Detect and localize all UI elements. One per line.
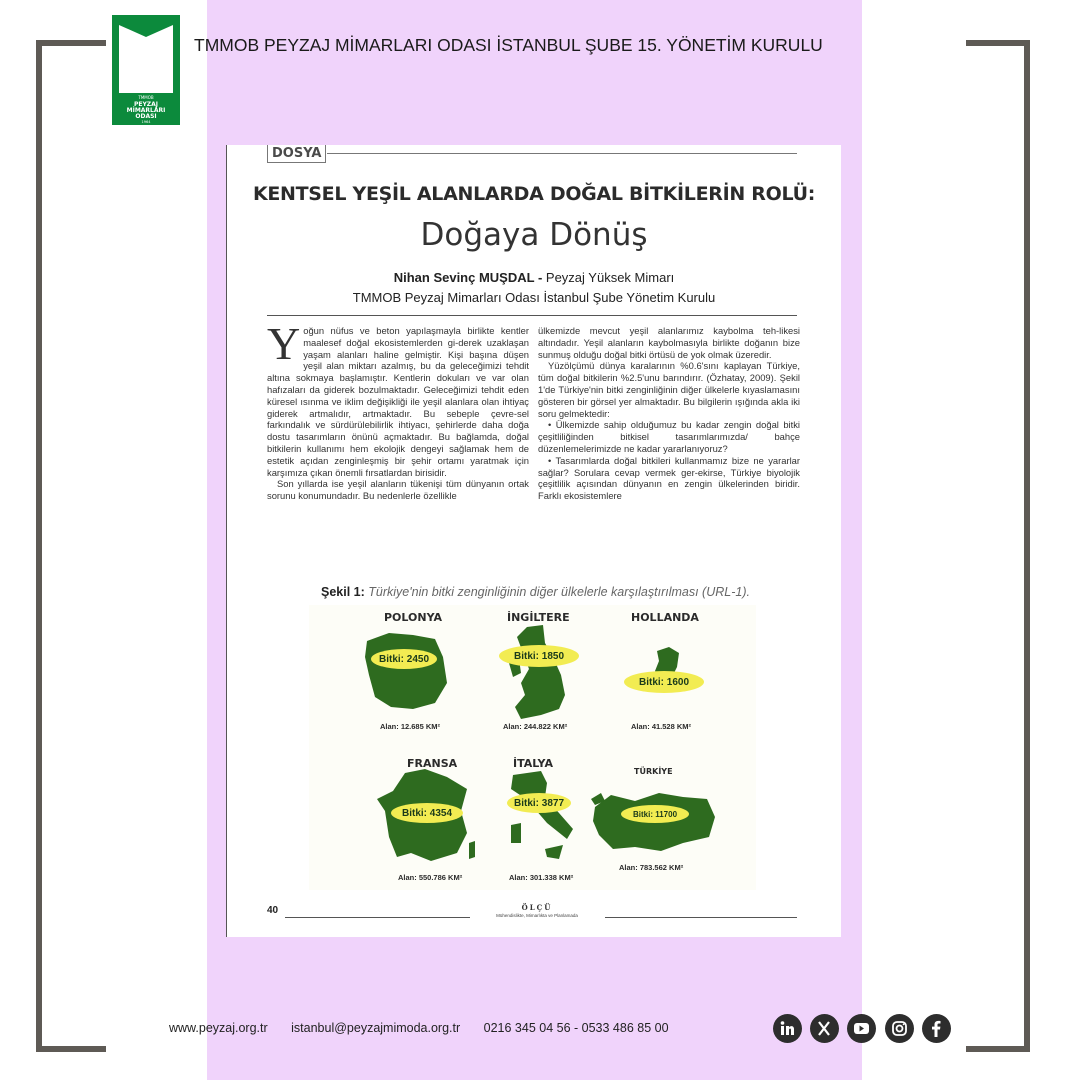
country-name-italya: İTALYA <box>513 757 553 770</box>
instagram-icon[interactable] <box>885 1014 914 1043</box>
frame-bracket-left <box>36 40 106 1052</box>
country-name-turkiye: TÜRKİYE <box>634 767 673 776</box>
badge-ingiltere: Bitki: 1850 <box>499 645 579 667</box>
x-icon[interactable] <box>810 1014 839 1043</box>
logo-line1: TMMOB <box>138 95 154 100</box>
badge-fransa: Bitki: 4354 <box>391 803 463 823</box>
area-fransa: Alan: 550.786 KM² <box>398 873 463 882</box>
contact-bar <box>169 1021 689 1035</box>
country-name-fransa: FRANSA <box>407 757 458 770</box>
page-number: 40 <box>267 905 279 916</box>
paragraph <box>267 318 529 478</box>
badge-italya: Bitki: 3877 <box>507 793 571 813</box>
magazine-page <box>226 145 841 937</box>
logo-line4: ODASI <box>135 113 157 120</box>
organization-title: TMMOB PEYZAJ MİMARLARI ODASI İSTANBUL ŞUBE 15. YÖNETİM KURULU <box>194 35 823 55</box>
logo-line2: PEYZAJ <box>133 101 159 108</box>
facebook-icon[interactable] <box>922 1014 951 1043</box>
figure-caption-text: Türkiye'nin bitki zenginliğinin diğer ülkelerle karşılaştırılması (URL-1). <box>368 585 750 599</box>
section-tag: DOSYA <box>267 145 326 163</box>
frame-bracket-right <box>966 40 1030 1052</box>
email-link[interactable]: istanbul@peyzajmimoda.org.tr <box>291 1021 461 1035</box>
figure-label: Şekil 1: <box>321 585 365 599</box>
footer-rule-right <box>605 917 797 918</box>
badge-turkiye: Bitki: 11700 <box>621 805 689 823</box>
logo-line3: MİMARLARI <box>126 107 166 114</box>
header-rule <box>267 315 797 316</box>
magazine-tagline: Mühendislikte, Mimarlıkta ve Planlamada <box>496 913 578 918</box>
area-italya: Alan: 301.338 KM² <box>509 873 574 882</box>
bullet-paragraph: • Tasarımlarda doğal bitkileri kullanmamız bize ne yararlar sağlar? Sorulara cevap vermek ger-ekirse, Türkiye biyolojik çeşitlilik açısından dünyanın en zengin ülkelerinden biridir. Farklı ekosistemlere <box>538 454 800 502</box>
country-comparison-figure <box>309 605 756 890</box>
author-line <box>227 270 841 285</box>
author-name: Nihan Sevinç MUŞDAL - <box>393 270 543 285</box>
country-name-polonya: POLONYA <box>384 611 443 624</box>
paragraph-text: oğun nüfus ve beton yapılaşmayla birlikte kentler maalesef doğal ekosistemlerden gi-derek uzaklaşan yaşam alanları haline gelmiştir. Kişi başına düşen yeşil alan miktarı azalmış, bu da geleceğimizi tehdit altına sokmaya başlamıştır. Kentlerin dokuları ve var olan hafızaları da giderek bozulmaktadır. Geleceğimizi tehdit eden küresel ısınma ve iklim değişikliği ile yeşil alanlara olan ihtiyaç giderek artmalıdır, artmaktadır. Bu sebeple çevre-sel farkındalık ve sürdürülebilirlik ihtiyacı, şehirlerde daha doğa dostu tasarımların önünü açmaktadır. Bu bağlamda, doğal bitkilerin kullanımı hem ekolojik dengeyi sağlamak hem de estetik açıdan zenginleşmiş bir şehir ortamı yaratmak için karşımıza çıkan önemli fırsatlardan birisidir. <box>267 325 529 478</box>
section-rule <box>327 153 797 154</box>
area-polonya: Alan: 12.685 KM² <box>380 722 441 731</box>
logo-year: 1964 <box>141 120 151 124</box>
paragraph: Yüzölçümü dünya karalarının %0.6'sını kaplayan Türkiye, tüm doğal bitkilerin %2.5'unu barındırır. (Özhatay, 2009). Şekil 1'de Türkiye'nin bitki zenginliğinin diğer ülkelerle kıyaslamasını gösteren bir görsel yer almaktadır. Bu bilgilerin ışığında akla iki soru gelmektedir: <box>538 360 800 419</box>
youtube-icon[interactable] <box>847 1014 876 1043</box>
map-turkiye <box>591 785 717 861</box>
bullet-paragraph: • Ülkemizde sahip olduğumuz bu kadar zengin doğal bitki çeşitliliğinden bitkisel tasarımlarımızda/ bahçe düzenlemelerimizde ne kadar yararlanıyoruz? <box>538 419 800 454</box>
map-ingiltere <box>507 623 571 723</box>
area-turkiye: Alan: 783.562 KM² <box>619 863 684 872</box>
drop-cap: Y <box>267 318 301 369</box>
area-ingiltere: Alan: 244.822 KM² <box>503 722 568 731</box>
text-column-left <box>267 318 529 502</box>
map-polonya <box>361 627 449 715</box>
website-link[interactable]: www.peyzaj.org.tr <box>169 1021 268 1035</box>
badge-hollanda: Bitki: 1600 <box>624 671 704 693</box>
author-title: Peyzaj Yüksek Mimarı <box>545 270 675 285</box>
country-name-hollanda: HOLLANDA <box>631 611 699 624</box>
area-hollanda: Alan: 41.528 KM² <box>631 722 692 731</box>
magazine-logo: ÖLÇÜ <box>521 903 553 912</box>
phone-numbers: 0216 345 04 56 - 0533 486 85 00 <box>483 1021 669 1035</box>
chamber-logo <box>112 15 180 125</box>
author-affiliation: TMMOB Peyzaj Mimarları Odası İstanbul Şube Yönetim Kurulu <box>352 290 716 305</box>
map-italya <box>505 769 579 869</box>
paragraph: Son yıllarda ise yeşil alanların tükenişi tüm dünyanın ortak sorunu konumundadır. Bu nedenlerle özellikle <box>267 478 529 502</box>
linkedin-icon[interactable] <box>773 1014 802 1043</box>
article-subtitle: Doğaya Dönüş <box>420 217 648 253</box>
country-name-ingiltere: İNGİLTERE <box>507 611 570 624</box>
badge-polonya: Bitki: 2450 <box>371 649 437 669</box>
figure-caption <box>321 585 750 599</box>
footer-rule-left <box>285 917 470 918</box>
paragraph: ülkemizde mevcut yeşil alanlarımız kaybolma teh-likesi altındadır. Yeşil alanların kaybolmasıyla birlikte doğanın bize sunmuş olduğu doğal bitki örtüsü de yok olmak üzeredir. <box>538 325 800 360</box>
article-headline: KENTSEL YEŞİL ALANLARDA DOĞAL BİTKİLERİN ROLÜ: <box>252 183 816 205</box>
text-column-right <box>538 325 800 502</box>
